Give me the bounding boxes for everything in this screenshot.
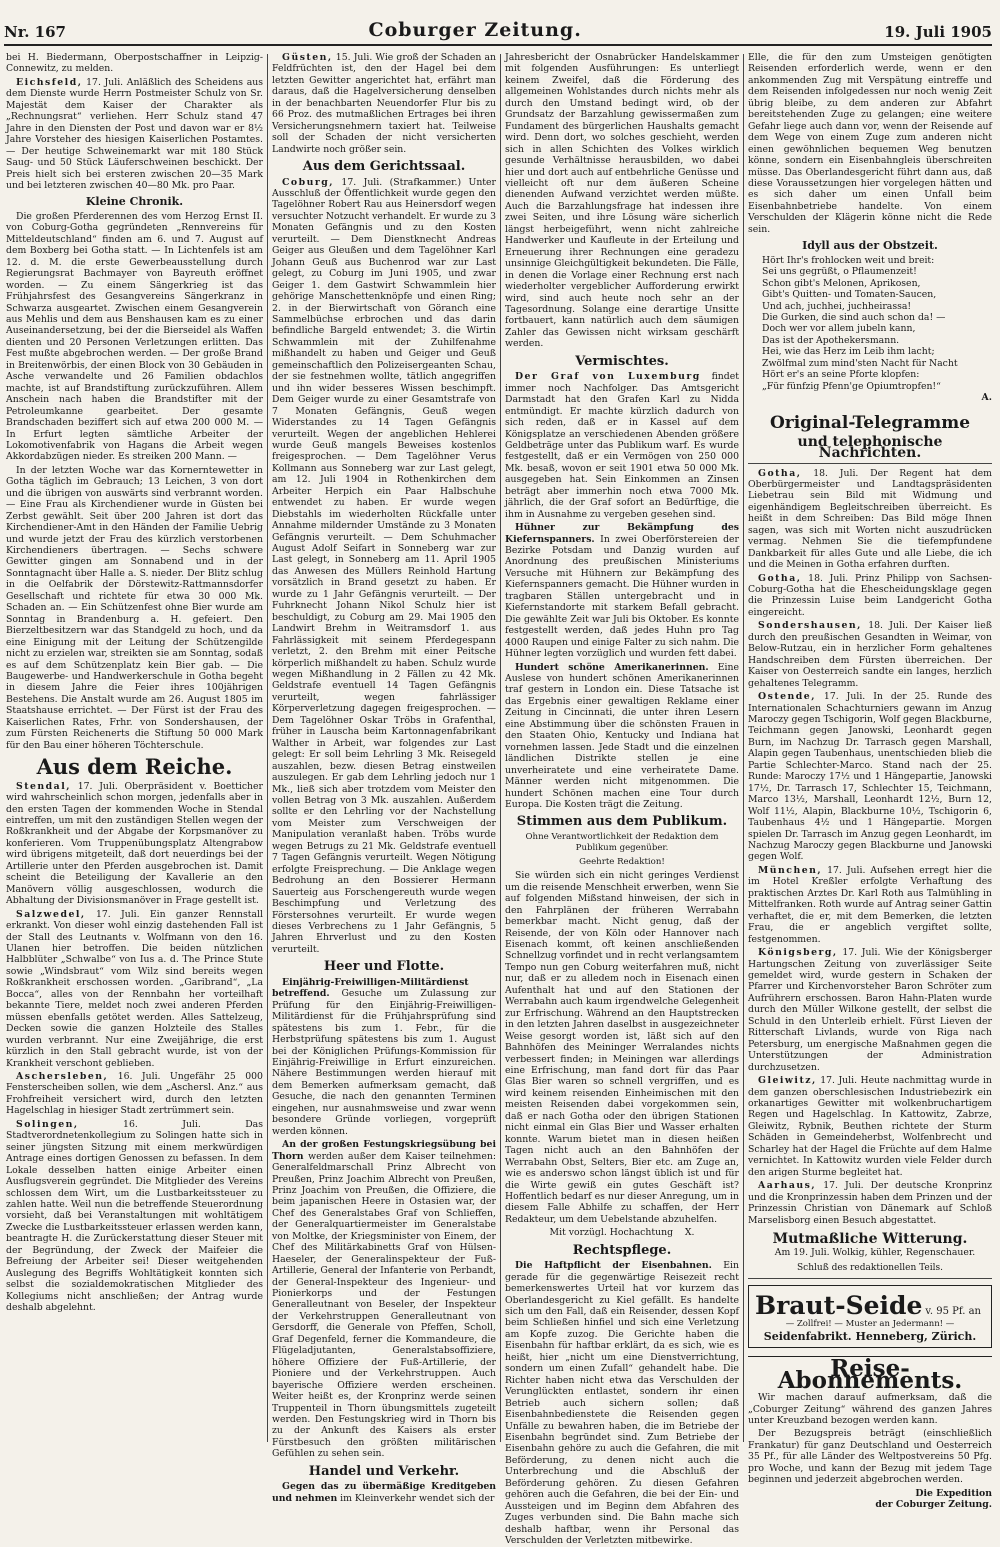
article-text: Sie würden sich ein nicht geringes Verdienst um die reisende Menschheit erwerben, wenn Sie auf folgenden Mißstand hinweisen, der sich in den Fahrplänen der früheren Werrabahn bemerkbar macht. Nicht genug, daß der Reisende, der von Köln oder Hannover nach Eisenach kommt, oft keinen anschließenden Schnellzug vorfindet und in recht verlangsamtem Tempo nun gen Coburg weiterfahren muß, nicht nur, daß er zu alledem noch in Eisenach einen Aufenthalt hat und auf den Stationen der Werrabahn auch kaum irgendwelche Gelegenheit zur Erfrischung. Während an den Hauptstrecken in den letzten Jahren daselbst in ausgezeichneter Weise gesorgt worden ist, läßt sich auf den Bahnhöfen des Meininger Werralandes nichts verbessert finden; in Meiningen war allerdings eine Erfrischung, man fand dort für das Paar Glas Bier waren so schnell vergriffen, und es wird keinem reisenden Einheimischen mit den meisten Reisenden dabei vorgekommen sein, daß er nach Gotha oder den übrigen Stationen nicht einmal ein Glas Bier und Wasser erhalten konnte. Warum bietet man in diesen heißen Tagen nicht auch an den Bahnhöfen der Werrabahn Obst, Selters, Bier etc. am Zuge an, wie es anderswo schon längst üblich ist und für die Wirte gewiß ein gutes Geschäft ist? Hoffentlich bedarf es nur dieser Anregung, um in diesem Falle Abhilfe zu schaffen, der Herr Redakteur, um dem Uebelstande abzuhelfen.	[505, 870, 739, 1225]
weather-forecast: Am 19. Juli. Wolkig, kühler, Regenschauer.	[774, 1247, 976, 1259]
section-heading: Vermischtes.	[575, 353, 669, 369]
section-heading: Heer und Flotte.	[323, 959, 445, 975]
dateline: Güsten,	[282, 52, 333, 63]
dateline: Sondershausen,	[758, 620, 862, 632]
article	[6, 909, 263, 1069]
section-heading: Idyll aus der Obstzeit.	[802, 239, 938, 253]
section-heading: Aus dem Reiche.	[36, 754, 233, 780]
article	[505, 662, 739, 811]
article-text: 17. Juli. Der deutsche Kronprinz und die Kronprinzessin haben dem Prinzen und der Prinzessin Christian von Dänemark auf Schloß Marselisborg einen Besuch abgestattet.	[748, 1180, 992, 1226]
article	[272, 177, 496, 956]
article	[505, 1260, 739, 1546]
section-subheading: und telephonische Nachrichten.	[748, 437, 992, 464]
section-heading: Original-Telegramme	[769, 412, 971, 433]
dateline: Solingen,	[16, 1118, 79, 1130]
poem-line: Die Gurken, die sind auch schon da! —	[762, 311, 946, 323]
poem-line: Hört er's an seine Pforte klopfen:	[762, 369, 920, 381]
dateline: Stendal,	[16, 780, 71, 792]
dateline: Coburg,	[282, 176, 334, 188]
article-text: 15. Juli. Wie groß der Schaden an Feldfrüchten ist, den der Hagel bei dem letzten Gewitter angerichtet hat, erfährt man daraus, daß die Hagelversicherung denselben in der benachbarten Neuendorfer Flur bis zu 66 Proz. des mutmaßlichen Ertrages bei ihren Versicherungsnehmern taxiert hat. Teilweise soll der Schaden der nicht versicherten Landwirte noch größer sein.	[272, 52, 496, 155]
article-text: 17. Juli. Anläßlich des Scheidens aus dem Dienste wurde Herrn Postmeister Schulz von Sr. Majestät dem Kaiser der Charakter als „Rechnungsrat“ verliehen. Herr Schulz stand 47 Jahre in den Diensten der Post und davon war er 8½ Jahre Vorsteher des hiesigen Kaiserlichen Postamtes. — Der heutige Schweinemarkt war mit 180 Stück Saug- und 50 Stück Läuferschweinen beschickt. Der Preis hielt sich bei ersteren zwischen 20—35 Mark und bei letzteren zwischen 40—80 Mk. pro Paar.	[6, 76, 263, 191]
article	[6, 1119, 263, 1314]
dateline: Gotha,	[758, 572, 802, 584]
telegram	[748, 468, 992, 571]
article-lead: Hundert schöne Amerikanerinnen.	[515, 661, 709, 673]
article	[272, 1139, 496, 1460]
article-text: werden außer dem Kaiser teilnehmen: Generalfeldmarschall Prinz Albrecht von Preußen, Prinz Joachim Albrecht von Preußen, Prinz Joachim von Preußen, die Offiziere, die beim japanischen Heere in Ostasien war, der Chef des Generalstabes Graf von Schlieffen, der Generalquartiermeister im Generalstabe von Moltke, der Kriegsminister von Einem, der Chef des Militärkabinetts Graf von Hülsen-Haeseler, der Generalinspekteur der Fuß-Artillerie, General der Infanterie von Perbandt, der General-Inspekteur des Ingenieur- und Pionierkorps und der Festungen Generalleutnant von Beseler, der Inspekteur der Verkehrstruppen Generalleutnant von Gersdorff, die Generale von Pfeffen, Scholl, Graf Degenfeld, ferner die Kommandeure, die Flügeladjutanten, Generalstabsoffiziere, höhere Offiziere der Fuß-Artillerie, der Pioniere und der Verkehrstruppen. Auch bayerische Offiziere werden erscheinen. Weiter heißt es, der Kronprinz werde seinen Truppenteil in Thorn übungsmittels zugeteilt werden. Den Festungskrieg wird in Thorn bis zu der Ankunft des Kaisers als erster Fürstbesuch den größten militärischen Gefühlen zu sehen sein.	[272, 1150, 496, 1460]
column-rule	[743, 54, 744, 1442]
section-heading: Handel und Verkehr.	[308, 1463, 460, 1479]
dateline: Ostende,	[758, 691, 816, 703]
poem	[748, 255, 992, 392]
dateline: Eichsfeld,	[16, 76, 83, 88]
article-text: Die großen Pferderennen des vom Herzog Ernst II. von Coburg-Gotha gegründeten „Rennvereins für Mitteldeutschland“ finden am 6. und 7. August auf dem Boxberg bei Gotha statt. — In Lichtenfels ist am 12. d. M. die erste Gewerbeausstellung durch Regierungsrat Bachmayer von Bayreuth eröffnet worden. — Zu einem Sängerkrieg ist das Frühjahrsfest des Gesangvereins Sängerkranz in Schwarza ausgeartet. Zwischen einem Gesangverein aus Mehlis und dem aus Benshausen kam es zu einer Auseinandersetzung, bei der die Bierseidel als Waffen dienten und 20 Personen Verletzungen erlitten. Das Fest mußte abgebrochen werden. — Der große Brand in Breitenwörbis, der einen Block von 30 Gebäuden in Asche verwandelte und 26 Familien obdachlos machte, ist auf Brandstiftung zurückzuführen. Allem Anschein nach haben die Brandstifter mit der Petroleumkanne gearbeitet. Der gesamte Brandschaden beziffert sich auf etwa 200 000 M. — In Erfurt legten sämtliche Arbeiter der Lokomotivenfabrik von Hagans die Arbeit wegen Akkordabzügen nieder. Es streiken 200 Mann. —	[6, 210, 263, 463]
article	[6, 781, 263, 907]
telegram	[748, 1075, 992, 1178]
editorial-end: Schluß des redaktionellen Teils.	[748, 1263, 992, 1279]
article-text: 17. Juli. In der 25. Runde des Internationalen Schachturniers gewann im Anzug Maroczy gegen Tschigorin, Wolf gegen Blackburne, Teichmann gegen Janowski, Leonhardt gegen Burn, im Nachzug Dr. Tarrasch gegen Marshall, Alapin gegen Taubenhaus, unentschieden blieb die Partie Schlechter-Marco. Stand nach der 25. Runde: Maroczy 17½ und 1 Hängepartie, Janowski 17½, Dr. Tarrasch 17, Schlechter 15, Teichmann, Marco 13½, Marshall, Leonhardt 12½, Burn 12, Wolf 11½, Alapin, Blackburne 10½, Tschigorin 6, Taubenhaus 4½ und 1 Hängepartie. Morgen spielen Dr. Tarrasch im Anzug gegen Leonhardt, im Nachzug Maroczy gegen Blackburne und Janowski gegen Wolf.	[748, 691, 992, 863]
dateline: Salzwedel,	[16, 908, 86, 920]
poem-line: Hört Ihr's frohlocken weit und breit:	[762, 254, 935, 266]
issue-number: Nr. 167	[4, 23, 66, 41]
ad-title: Reise-Abonnements.	[777, 1355, 963, 1394]
telegram	[748, 573, 992, 619]
article	[505, 522, 739, 659]
ad-tagline: — Zollfrei! — Muster an Jedermann! —	[785, 1319, 955, 1330]
column-rule	[267, 54, 268, 1442]
section-heading: Rechtspflege.	[572, 1242, 672, 1258]
article-text: 18. Juli. Prinz Philipp von Sachsen-Coburg-Gotha hat die Ehescheidungsklage gegen die Prinzessin Luise beim Landgericht Gotha eingereicht.	[748, 572, 992, 618]
newspaper-title: Coburger Zeitung.	[368, 19, 582, 41]
article-text: 17. Juli. Ein ganzer Rennstall erkrankt. Von dieser wohl einzig dastehenden Fall ist der Stall des Leutnants v. Wolfmann von den 16. Ulanen hier betroffen. Die beiden nützlichen Halbblüter „Schwalbe“ von Ius a. d. The Prince Stute sowie „Windsbraut“ vom Wilz sind bereits wegen Roßkrankheit erschossen worden. „Garibrand“, „La Bocca“, alles von der Rennbahn her vorteilhaft bekannte Tiere, meldet noch zwei anderen Pferden müssen ebenfalls getötet werden. Alles Sattelzeug, Decken sowie die ganzen Holzteile des Stalles wurden verbrannt. Nur eine Zweijährige, die erst kürzlich in den Stall gebracht wurde, ist von der Krankheit verschont geblieben.	[6, 908, 263, 1069]
article-text: Elle, die für den zum Umsteigen genötigten Reisenden erforderlich werde, wenn er den ankommenden Zug mit Verspätung eintreffe und dem Reisenden infolgedessen nur noch wenig Zeit übrig bleibe, zu dem anderen zur Abfahrt bereitstehenden Zuge zu gelangen; eine weitere Gefahr liege auch dann vor, wenn der Reisende auf dem Wege von einem Zuge zum anderen nicht einen gewöhnlichen bequemen Weg benutzen könne, sondern ein Eisenbahngleis überschreiten müsse. Das Oberlandesgericht führt dann aus, daß diese Voraussetzungen hier vorgelegen hätten und es sich daher um einen Unfall beim Eisenbahnbetriebe handelte. Von einem Verschulden der Klägerin könne nicht die Rede sein.	[748, 52, 992, 235]
dateline: Gleiwitz,	[758, 1075, 817, 1087]
masthead	[4, 4, 992, 46]
article-text: In zwei Oberförstereien der Bezirke Potsdam und Danzig wurden auf Anordnung des preußischen Ministeriums Versuche mit Hühnern zur Bekämpfung des Kiefernspanners gemacht. Die Hühner wurden in tragbaren Ställen untergebracht und in Kiefernstandorte mit starkem Befall gebracht. Die gewählte Zeit war Juli bis Oktober. Es konnte festgestellt werden, daß jedes Huhn pro Tag 4000 Raupen und einige Falter zu sich nahm. Die Hühner legten vorzüglich und wurden fett dabei.	[505, 533, 739, 660]
section-heading: Aus dem Gerichtssaal.	[302, 159, 466, 175]
telegram	[748, 620, 992, 689]
poem-signature: A.	[981, 392, 992, 404]
article-lead: Die Haftpflicht der Eisenbahnen.	[515, 1260, 712, 1272]
article	[272, 52, 496, 155]
article	[6, 77, 263, 192]
article-text: 16. Juli. Das Stadtverordnetenkollegium zu Solingen hatte sich in seiner jüngsten Sitzung mit einem merkwürdigen Antrage eines dortigen Genossen zu befassen. In dem Lokale desselben hatten einige Arbeiter einen Ausflugsverein gegründet. Die Mitglieder des Vereins schlossen dem Wirt, um die Lustbarkeitssteuer zu zahlen hatte. Weil nun die betreffende Steuerordnung vorsieht, daß bei Veranstaltungen mit wohltätigem Zwecke die Lustbarkeitssteuer erlassen werden kann, beantragte H. die Zurückerstattung dieser Steuer mit der Begründung, der Zweck der Maifeier die Befreiung der Arbeiter sei! Dieser weitgehenden Auslegung des Begriffs Wohltätigkeit konnten sich selbst die sozialdemokratischen Mitglieder des Kollegiums nicht anschließen; der Antrag wurde deshalb abgelehnt.	[6, 1118, 263, 1314]
article-text: 17. Juli. (Strafkammer.) Unter Ausschluß der Öffentlichkeit wurde gegen den Tagelöhner Robert Rau aus Heinersdorf wegen versuchter Notzucht verhandelt. Er wurde zu 3 Monaten Gefängnis und zu den Kosten verurteilt. — Dem Dienstknecht Andreas Geiger aus Gleußen und dem Tagelöhner Karl Johann Geuß aus Buchenrod war zur Last gelegt, zu Coburg im Juni 1905, und zwar Geiger 1. dem Gastwirt Schwammlein hier gehörige Manschettenknöpfe und einen Ring; 2. in der Bierwirtschaft von Göranch eine Sammelbüchse erbrochen und das darin befindliche Bargeld entwendet; 3. die Wirtin Schwammlein mit der Zuhilfenahme mißhandelt zu haben und Geiger und Geuß gemeinschaftlich den Polizeisergeanten Schau, der sie festnehmen wollte, tätlich angegriffen und ihn wider besseres Wissen beschimpft. Dem Geiger wurde zu einer Gesamtstrafe von 7 Monaten Gefängnis, Geuß wegen Widerstandes zu 14 Tagen Gefängnis verurteilt. Wegen der angeblichen Hehlerei wurde Geuß mangels Beweises kostenlos freigesprochen. — Dem Tagelöhner Verus Kollmann aus Sonneberg war zur Last gelegt, am 12. Juli 1904 in Rothenkirchen dem Arbeiter Herpich ein Paar Halbschuhe entwendet zu haben. Er wurde wegen Diebstahls im wiederholten Rückfalle unter Annahme mildernder Umstände zu 3 Monaten Gefängnis verurteilt. — Dem Schuhmacher August Adolf Seifart in Sonneberg war zur Last gelegt, in Sonneberg am 11. April 1905 das Anwesen des Müllers Reinhold Hartung vorsätzlich in Brand gesetzt zu haben. Er wurde zu 1 Jahr Gefängnis verurteilt. — Der Fuhrknecht Johann Nikol Schulz hier ist beschuldigt, zu Coburg am 29. Mai 1905 den Landwirt Brehm in Weitramsdorf 1. aus Fahrlässigkeit mit seinem Pferdegespann verletzt, 2. den Brehm mit einer Peitsche körperlich mißhandelt zu haben. Schulz wurde wegen Mißhandlung in 2 Fällen zu 42 Mk. Geldstrafe eventuell 14 Tagen Gefängnis verurteilt, wegen fahrlässiger Körperverletzung dagegen freigesprochen. — Dem Tagelöhner Oskar Tröbs in Grafenthal, früher in Lauscha beim Kartonnagenfabrikant Walther in Arbeit, war folgendes zur Last gelegt: Er soll beim Lehrling 3 Mk. Reisegeld auszahlen, bezw. diesen Betrag einstweilen auszulegen. Er gab dem Lehrling jedoch nur 1 Mk., ließ sich aber trotzdem vom Meister den vollen Betrag von 3 Mk. auszahlen. Außerdem sollte er den Lehrling vor der Nachstellung vom Meister zum Verschweigen der Manipulation veranlaßt haben. Tröbs wurde wegen Betrugs zu 21 Mk. Geldstrafe eventuell 7 Tagen Gefängnis verurteilt. Wegen Nötigung erfolgte Freisprechung. — Die Anklage wegen Bedrohung an den Bossierer Hermann Sauerteig aus Forschengereuth wurde wegen Beschimpfung und Verletzung des Förstersohnes verurteilt. Er wurde wegen dieses Verbrechens zu 1 Jahr Gefängnis, 5 Jahren Ehrverlust und zu den Kosten verurteilt.	[272, 176, 496, 955]
poem-line: Das ist der Apothekersmann.	[762, 334, 900, 346]
article-text: im Kleinverkehr wendet sich der	[340, 1492, 495, 1504]
article-text: 17. Juli. Wie der Königsberger Hartungschen Zeitung von zuverlässiger Seite gemeldet wird, wurde gestern in Schaken der Pfarrer und Kirchenvorsteher Baron Schröter zum Aufrührern erschossen. Baron Hahn-Platen wurde durch den Müller Wilkone gestellt, der selbst die Schuld in den Unterleib erhielt. Fürst Lieven der Ritterschaft Livlands, wurde von Riga nach Petersburg, um energische Maßnahmen gegen die Unterstützungen der Administration durchzusetzen.	[748, 947, 992, 1073]
poem-line: Sei uns gegrüßt, o Pflaumenzeit!	[762, 266, 917, 278]
article-lead: An der großen Festungskriegsübung bei Thorn	[272, 1139, 496, 1162]
poem-line: Doch wer vor allem jubeln kann,	[762, 323, 916, 335]
article-lead: Einjährig-Freiwilligen-Militärdienst betreffend.	[272, 976, 469, 1000]
poem-line: Schon gibt's Melonen, Aprikosen,	[762, 277, 921, 289]
telegram	[748, 691, 992, 863]
section-heading: Kleine Chronik.	[85, 195, 184, 209]
poem-line: Hei, wie das Herz im Leib ihm lacht;	[762, 346, 935, 358]
article-text: Gesuche um Zulassung zur Prüfung für den Einjährig-Freiwilligen-Militärdienst für die Frühjahrsprüfung sind spätestens bis zum 1. Febr., für die Herbstprüfung spätestens bis zum 1. August bei der Königlichen Prüfungs-Kommission für Einjährig-Freiwillige in Erfurt einzureichen. Nähere Bestimmungen werden hierauf mit dem Bemerken aufmerksam gemacht, daß Gesuche, die nach den genannten Terminen eingehen, nur ausnahmsweise und zwar wenn besondere Gründe vorliegen, vorgeprüft werden können.	[272, 988, 496, 1137]
article	[272, 1481, 496, 1504]
ad-title: Braut-Seide	[755, 1291, 923, 1321]
article-text: 16. Juli. Ungefähr 25 000 Fensterscheiben sollen, wie dem „Aschersl. Anz.“ aus Frohfreiheit versichert wird, durch den letzten Hagelschlag in hiesiger Stadt zertrümmert sein.	[6, 1070, 263, 1117]
article-text: 18. Juli. Der Kaiser ließ durch den preußischen Gesandten in Weimar, von Below-Rutzau, ein in herzlicher Form gehaltenes Handschreiben dem Fürsten überreichen. Der Kaiser von Oesterreich sandte ein langes, herzlich gehaltenes Telegramm.	[748, 620, 992, 689]
ad-company: Seidenfabrikt. Henneberg, Zürich.	[763, 1329, 977, 1343]
column-2	[272, 52, 496, 1504]
advertisement-reise-abonnements	[748, 1356, 992, 1510]
article	[505, 371, 739, 520]
dateline: Aschersleben,	[16, 1070, 109, 1082]
ad-text: Wir machen darauf aufmerksam, daß die „Coburger Zeitung“ während des ganzen Jahres unter Kreuzband bezogen werden kann.	[748, 1392, 992, 1427]
article-text: bei H. Biedermann, Oberpostschaffner in Leipzig-Connewitz, zu melden.	[6, 52, 263, 75]
section-heading: Mutmaßliche Witterung.	[772, 1230, 968, 1247]
column-rule	[500, 54, 501, 1442]
article	[272, 977, 496, 1137]
column-3	[505, 52, 739, 1547]
article-text: 17. Juli. Aufsehen erregt hier die im Hotel Kreßler erfolgte Verhaftung des praktischen Arztes Dr. Karl Roth aus Talmühling in Mittelfranken. Roth wurde auf Antrag seiner Gattin verhaftet, die er, mit dem Bemerken, die letzten Frau, die er angeblich vergiftet sollte, festgenommen.	[748, 864, 992, 945]
disclaimer: Ohne Verantwortlichkeit der Redaktion dem Publikum gegenüber.	[525, 831, 719, 854]
letter-closing: Mit vorzügl. Hochachtung X.	[549, 1227, 695, 1239]
article-text: 17. Juli. Heute nachmittag wurde in dem ganzen oberschlesischen Industriebezirk ein orkanartiges Gewitter mit wolkenbruchartigem Regen und Hagelschlag. In Kattowitz, Zabrze, Gleiwitz, Rybnik, Beuthen richtete der Sturm Schäden in Gemeindeherbst, Wolfenbrecht und Scharley hat der Hagel die Früchte auf dem Halme vernichtet. In Kattowitz wurden viele Felder durch den arigen Sturme begleitet hat.	[748, 1075, 992, 1178]
article-lead: Der Graf von Luxemburg	[515, 371, 701, 383]
letter-greeting: Geehrte Redaktion!	[579, 856, 665, 867]
letter-signature: X.	[684, 1227, 695, 1239]
article-text: findet immer noch Nachfolger. Das Amtsgericht Darmstadt hat den Grafen Karl zu Nidda entmündigt. Er machte kürzlich dadurch von sich reden, daß er in Kassel auf dem Königsplatze an verschiedenen Abenden größere Geldbeträge unter das Publikum warf. Es wurde festgestellt, daß er ein Vermögen von 250 000 Mk. besaß, wovon er seit 1901 etwa 50 000 Mk. ausgegeben hat. Sein Einkommen an Zinsen beträgt aber immerhin noch etwa 7000 Mk. jährlich, die der Graf sofort an Bedürftige, die ihm in Ausnahme zu vergeben gesehen sind.	[505, 371, 739, 520]
article-text: 18. Juli. Der Regent hat dem Oberbürgermeister und Landtagspräsidenten Liebetrau sein Bild mit Widmung und eigenhändigem Begleitschreiben überreicht. Es heißt in dem Schreiben: Das Bild möge Ihnen sagen, was sich mit Worten nicht auszudrücken vermag. Nehmen Sie die tiefempfundene Dankbarkeit für alles Gute und alle Liebe, die ich und die Meinen in Gotha erfahren durften.	[748, 467, 992, 571]
telegram	[748, 865, 992, 945]
ad-text: Der Bezugspreis beträgt (einschließlich Frankatur) für ganz Deutschland und Oesterreich 35 Pf., für alle Länder des Weltpostvereins 50 Pfg. pro Woche, und kann der Bezug mit jedem Tage beginnen und jederzeit abgebrochen werden.	[748, 1428, 992, 1486]
poem-line: Und ach, juchhei, juchheirassa!	[762, 300, 912, 312]
article-text: Ein gerade für die gegenwärtige Reisezeit recht bemerkenswertes Urteil hat vor kurzem das Oberlandesgericht zu Kiel gefällt. Es handelte sich um den Fall, daß ein Reisender, dessen Kopf beim Schließen hinfiel und sich eine Verletzung am Kopfe zuzog. Die Gerichte haben die Eisenbahn für haftbar erklärt, da es sich, wie es heißt, hier „nicht um eine Dienstverrichtung, sondern um einen Zufall“ gehandelt habe. Die Richter haben nicht etwa das Verschulden der Verunglückten entlastet, sondern ihr einen Betrieb auch sichern sollen; daß Eisenbahnbedienstete die Reisenden gegen Unfälle zu bewahren haben, die im Betriebe der Eisenbahn begründet sind. Zum Betriebe der Eisenbahn gehöre zu auch die Gefahren, die mit Beförderung, zu denen nicht auch die Unterbrechung und die Abschluß der Beförderung gehören. Zu diesen Gefahren gehören auch die Gefahren, die bei der Ein- und Aussteigen und im Beginn dem Abfahren des Zuges verbunden sind. Die Bahn mache sich deshalb haftbar, wenn ihr Personal das Verschulden der Verletzten mitbewirke.	[505, 1260, 739, 1547]
article	[6, 1071, 263, 1117]
poem-line: Zwölfmal zum mind'sten Nacht für Nacht	[762, 357, 958, 369]
dateline: Aarhaus,	[758, 1180, 817, 1192]
dateline: München,	[758, 864, 823, 876]
article-text: Eine Auslese von hundert schönen Amerikanerinnen traf gestern in London ein. Diese Tatsache ist das Ergebnis einer gewaltigen Reklame einer Zeitung in Cincinnati, die unter ihren Lesern eine Abstimmung über die schönsten Frauen in den Staaten Ohio, Kentucky und Indiana hat vornehmen lassen. Jede Stadt und die einzelnen ländlichen Distrikte stellen je eine unverheiratete und eine verheiratete Dame. Männer werden nicht mitgenommen. Die hundert Schönen machen eine Tour durch Europa. Die Kosten trägt die Zeitung.	[505, 661, 739, 810]
article-text: In der letzten Woche war das Kornerntewetter in Gotha täglich im Gebrauch; 13 Leichen, 3 von dort und die übrigen von auswärts sind verbrannt worden. — Eine Frau als Kirchendiener wurde in Güsten bei Zerbst gewählt. Seit über 200 Jahren ist dort das Kirchendiener-Amt in den Händen der Familie Uebrig und wurde jetzt der Frau des kürzlich verstorbenen Kirchendieners übertragen. — Sechs schwere Gewitter gingen am Sonnabend und in der Sonntagnacht über Halle a. S. nieder. Der Blitz schlug in die Oelfabrik der Dörstewitz-Rattmannsdorfer Gesellschaft und richtete für etwa 30 000 Mk. Schaden an. — Ein Schützenfest ohne Bier wurde am Sonntag in Brandenburg a. H. gefeiert. Den Bierzeltbesitzern war das Standgeld zu hoch, und da eine Einigung mit der Leitung der Schützengilde nicht zu erzielen war, streikten sie am Sonntag, sodaß es auf dem Schützenplatz kein Bier gab. — Die Baugewerbe- und Handwerkerschule in Gotha begeht in diesem Jahre die Feier ihres 100jährigen Bestehens. Die Anstalt wurde am 26. August 1805 im Staatshause errichtet. — Der Fürst ist der Frau des Kaiserlichen Rates, Frhr. von Sondershausen, der zum Fürsten Reichenerts die Stiftung 50 000 Mark für den Bau einer höheren Töchterschule.	[6, 464, 263, 751]
ad-price: v. 95 Pf. an	[925, 1306, 981, 1318]
dateline: Gotha,	[758, 467, 802, 479]
dateline: Königsberg,	[758, 947, 838, 959]
column-1	[6, 52, 263, 1444]
article-lead: Hühner zur Bekämpfung des Kiefernspanners.	[505, 522, 739, 545]
advertisement-braut-seide	[748, 1285, 992, 1348]
telegram	[748, 947, 992, 1073]
article-text: 17. Juli. Oberpräsident v. Boetticher wird wahrscheinlich schon morgen, jedenfalls aber in den ersten Tagen der kommenden Woche in Stendal eintreffen, um mit den zuständigen Stellen wegen der Roßkrankheit und der Abgabe der Korpsmanöver zu konferieren. Vom Truppenübungsplatz Altengrabow wird übrigens mitgeteilt, daß dort neuerdings bei der Artillerie unter den Pferden ausgebrochen ist. Damit scheint die Beteiligung der Kavallerie an den Manövern völlig ausgeschlossen, wodurch die Abhaltung der Divisionsmanöver in Frage gestellt ist.	[6, 780, 263, 907]
issue-date: 19. Juli 1905	[884, 23, 992, 41]
article-text: Jahresbericht der Osnabrücker Handelskammer mit folgenden Ausführungen: Es unterliegt keinem Zweifel, daß die Förderung des allgemeinen Wohlstandes durch nichts mehr als durch den Umstand bedingt wird, ob der Grundsatz der Barzahlung gewissermaßen zum Fundament des bürgerlichen Haushalts gemacht wird. Denn dort, wo solches geschieht, werden sich in allen Schichten des Volkes wirklich gesunde Verhältnisse herausbilden, wo dabei hier und dort auch auf entbehrliche Genüsse und vielleicht oft nur dem äußeren Scheine dienenden Aufwand verzichtet werden müßte. Auch die Barzahlungsfrage hat indessen ihre zwei Seiten, und ihre Lösung wäre sicherlich längst herbeigeführt, wenn nicht zahlreiche Handwerker und Kaufleute in der Erteilung und Erneuerung ihrer Rechnungen eine geradezu unsinnige Gleichgültigkeit bekundeten. Die Fälle, in denen die Vorlage einer Rechnung erst nach wiederholter vergeblicher Aufforderung erwirkt wird, sind auch heute noch sehr an der Tagesordnung. Solange eine derartige Unsitte fortbauert, kann natürlich auch dem säumigen Zahler das Gewissen nicht wirksam geschärft werden.	[505, 52, 739, 350]
poem-line: „Für fünfzig Pfenn'ge Opiumtropfen!“	[762, 380, 941, 392]
section-heading: Stimmen aus dem Publikum.	[516, 814, 728, 830]
ad-signature: der Coburger Zeitung.	[875, 1499, 992, 1511]
article-lead: Gegen das zu übermäßige Kreditgeben und nehmen	[272, 1481, 496, 1504]
telegram	[748, 1180, 992, 1226]
column-4	[748, 52, 992, 1511]
poem-line: Gibt's Quitten- und Tomaten-Saucen,	[762, 289, 937, 301]
ad-signature: Die Expedition	[915, 1487, 992, 1499]
